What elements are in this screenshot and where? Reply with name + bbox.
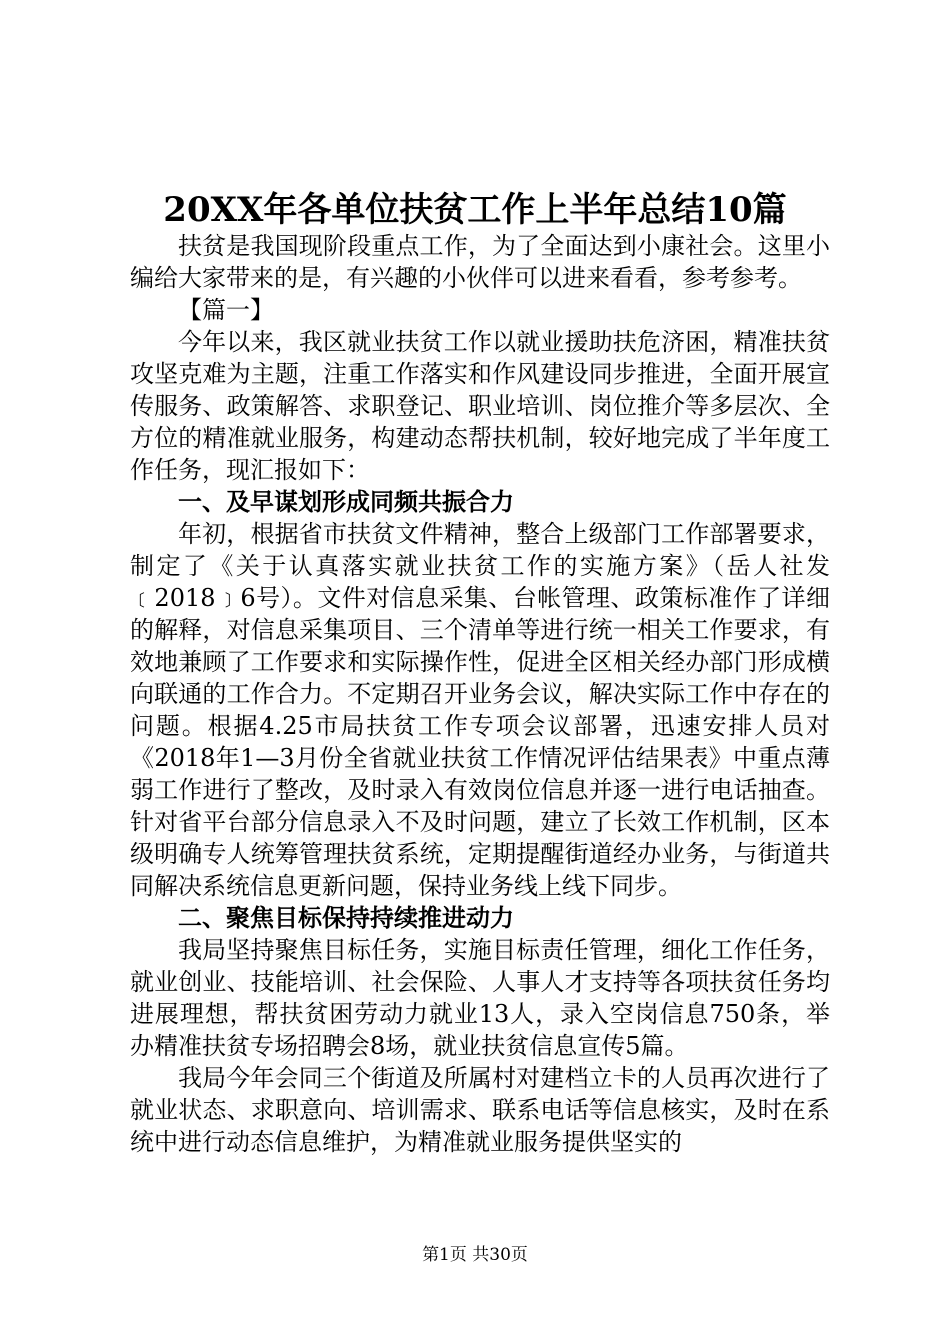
- paragraph-2: 年初，根据省市扶贫文件精神，整合上级部门工作部署要求，制定了《关于认真落实就业扶贫工作的实施方案》（岳人社发﹝2018﹞6号）。文件对信息采集、台帐管理、政策标准作了详细的解释，对信息采集项目、三个清单等进行统一相关工作要求，有效地兼顾了工作要求和实际操作性，促进全区相关经办部门形成横向联通的工作合力。不定期召开业务会议，解决实际工作中存在的问题。根据4.25市局扶贫工作专项会议部署，迅速安排人员对《2018年1—3月份全省就业扶贫工作情况评估结果表》中重点薄弱工作进行了整改，及时录入有效岗位信息并逐一进行电话抽查。针对省平台部分信息录入不及时问题，建立了长效工作机制，区本级明确专人统筹管理扶贫系统，定期提醒街道经办业务，与街道共同解决系统信息更新问题，保持业务线上线下同步。: [130, 520, 830, 900]
- heading-1: 一、及早谋划形成同频共振合力: [178, 487, 514, 516]
- document-title: 20XX年各单位扶贫工作上半年总结10篇: [163, 190, 787, 230]
- intro-paragraph: 扶贫是我国现阶段重点工作，为了全面达到小康社会。这里小编给大家带来的是，有兴趣的小伙伴可以进来看看，参考参考。: [130, 232, 830, 292]
- paragraph-4: 我局今年会同三个街道及所属村对建档立卡的人员再次进行了就业状态、求职意向、培训需求、联系电话等信息核实，及时在系统中进行动态信息维护，为精准就业服务提供坚实的: [130, 1064, 830, 1156]
- page-footer: 第1页 共30页: [422, 1245, 528, 1265]
- heading-2: 二、聚焦目标保持持续推进动力: [178, 903, 514, 932]
- section-marker: 【篇一】: [178, 296, 274, 324]
- paragraph-1: 今年以来，我区就业扶贫工作以就业援助扶危济困，精准扶贫攻坚克难为主题，注重工作落实和作风建设同步推进，全面开展宣传服务、政策解答、求职登记、职业培训、岗位推介等多层次、全方位的精准就业服务，构建动态帮扶机制，较好地完成了半年度工作任务，现汇报如下：: [130, 328, 830, 484]
- paragraph-3: 我局坚持聚焦目标任务，实施目标责任管理，细化工作任务，就业创业、技能培训、社会保险、人事人才支持等各项扶贫任务均进展理想，帮扶贫困劳动力就业13人，录入空岗信息750条，举办精准扶贫专场招聘会8场，就业扶贫信息宣传5篇。: [130, 936, 830, 1060]
- document-body: [130, 230, 830, 1158]
